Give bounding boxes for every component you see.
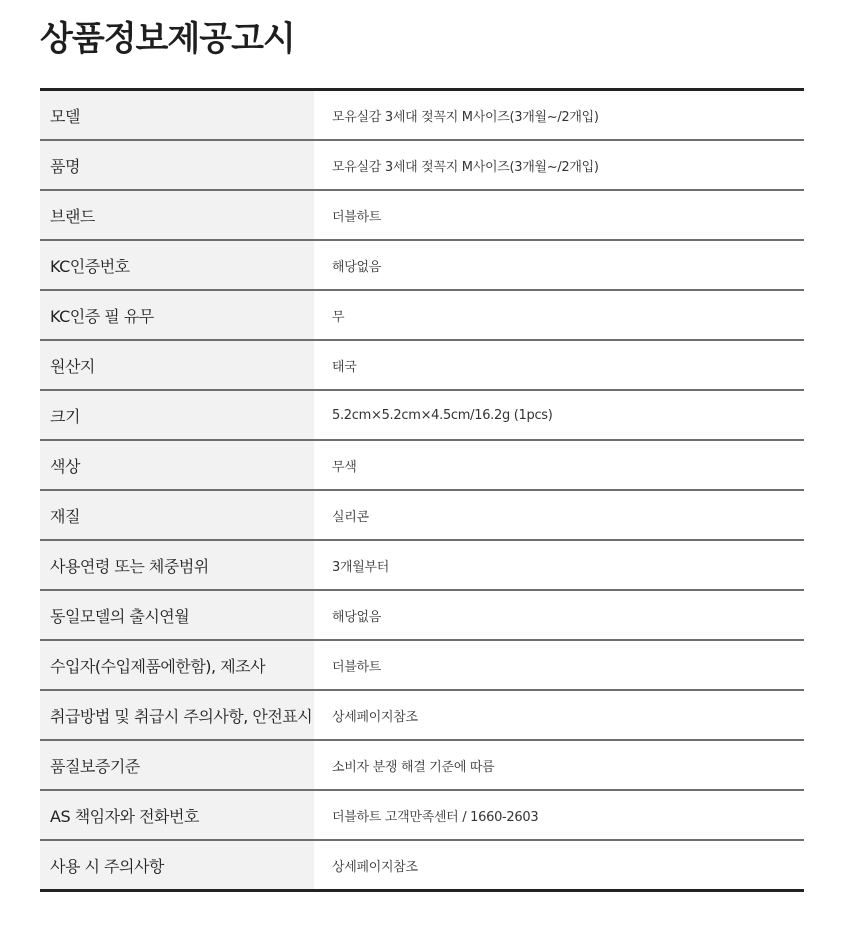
row-label: 재질 — [40, 491, 314, 539]
table-row — [40, 391, 804, 441]
row-label: KC인증번호 — [40, 241, 314, 289]
row-value: 상세페이지참조 — [332, 709, 418, 725]
product-info-table — [40, 88, 804, 892]
page-title: 상품정보제공고시 — [40, 19, 295, 59]
table-row — [40, 341, 804, 391]
table-row — [40, 641, 804, 691]
table-row — [40, 841, 804, 889]
table-row — [40, 141, 804, 191]
table-row — [40, 91, 804, 141]
row-label: 동일모델의 출시연월 — [40, 591, 314, 639]
table-row — [40, 241, 804, 291]
row-label: AS 책임자와 전화번호 — [40, 791, 314, 839]
row-label: 브랜드 — [40, 191, 314, 239]
table-row — [40, 741, 804, 791]
row-value: 3개월부터 — [332, 559, 390, 575]
row-label: 원산지 — [40, 341, 314, 389]
row-label: KC인증 필 유무 — [40, 291, 314, 339]
row-value: 모유실감 3세대 젖꼭지 M사이즈(3개월~/2개입) — [332, 109, 599, 125]
row-value: 실리콘 — [332, 509, 369, 525]
table-row — [40, 691, 804, 741]
row-value: 5.2cm×5.2cm×4.5cm/16.2g (1pcs) — [332, 407, 553, 423]
row-label: 취급방법 및 취급시 주의사항, 안전표시 — [40, 691, 314, 739]
table-row — [40, 491, 804, 541]
row-label: 품명 — [40, 141, 314, 189]
row-label: 모델 — [40, 91, 314, 139]
row-value: 무색 — [332, 459, 357, 475]
row-value: 모유실감 3세대 젖꼭지 M사이즈(3개월~/2개입) — [332, 159, 599, 175]
row-value: 태국 — [332, 359, 357, 375]
row-value: 더블하트 고객만족센터 / 1660-2603 — [332, 809, 539, 825]
row-label: 색상 — [40, 441, 314, 489]
row-label: 수입자(수입제품에한함), 제조사 — [40, 641, 314, 689]
row-value: 소비자 분쟁 해결 기준에 따름 — [332, 759, 495, 775]
table-row — [40, 441, 804, 491]
row-label: 사용 시 주의사항 — [40, 841, 314, 889]
table-row — [40, 591, 804, 641]
row-value: 해당없음 — [332, 259, 382, 275]
table-row — [40, 291, 804, 341]
table-row — [40, 191, 804, 241]
row-label: 크기 — [40, 391, 314, 439]
row-label: 사용연령 또는 체중범위 — [40, 541, 314, 589]
table-row — [40, 791, 804, 841]
table-row — [40, 541, 804, 591]
row-value: 더블하트 — [332, 659, 382, 675]
row-value: 상세페이지참조 — [332, 859, 418, 875]
row-value: 더블하트 — [332, 209, 382, 225]
row-value: 해당없음 — [332, 609, 382, 625]
row-label: 품질보증기준 — [40, 741, 314, 789]
row-value: 무 — [332, 309, 345, 325]
